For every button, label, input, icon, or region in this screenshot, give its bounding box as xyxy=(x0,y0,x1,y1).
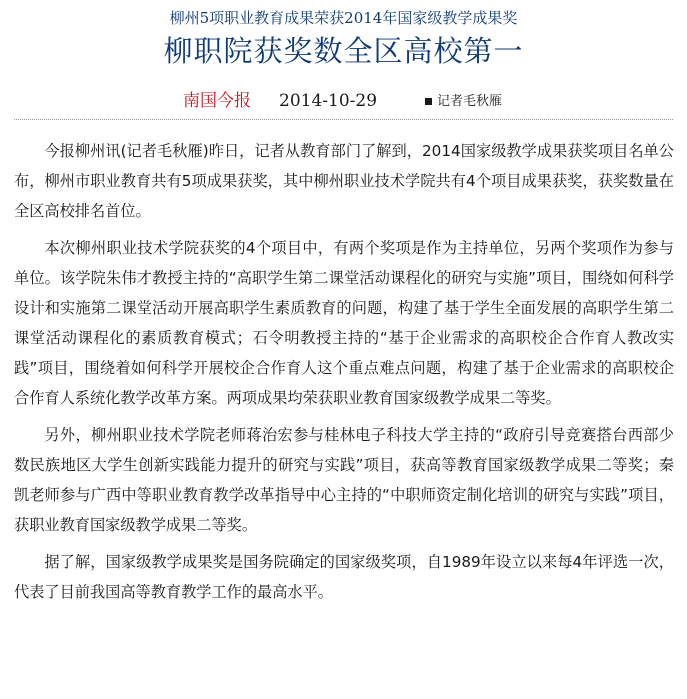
source-link[interactable]: 南国今报 xyxy=(183,91,251,111)
article-paragraph-2: 本次柳州职业技术学院获奖的4个项目中，有两个奖项是作为主持单位，另两个奖项作为参与单位。该学院朱伟才教授主持的“高职学生第二课堂活动课程化的研究与实施”项目，围绕如何科学设计和实施第二课堂活动开展高职学生素质教育的问题，构建了基于学生全面发展的高职学生第二课堂活动课程化的素质教育模式；石令明教授主持的“基于企业需求的高职校企合作育人教改实践”项目，围绕着如何科学开展校企合作育人这个重点难点问题，构建了基于企业需求的高职校企合作育人系统化教学改革方案。两项成果均荣获职业教育国家级教学成果二等奖。 xyxy=(14,239,674,407)
article-body xyxy=(14,136,674,614)
reporter-name: 记者毛秋雁 xyxy=(437,94,503,109)
article-paragraph-1: 今报柳州讯(记者毛秋雁)昨日，记者从教育部门了解到，2014国家级教学成果获奖项目名单公布，柳州市职业教育共有5项成果获奖，其中柳州职业技术学院共有4个项目成果获奖，获奖数量在全区高校排名首位。 xyxy=(14,142,674,220)
bullet-square-icon xyxy=(425,98,432,105)
article-meta xyxy=(0,88,687,114)
article-title: 柳职院获奖数全区高校第一 xyxy=(163,34,524,68)
article-paragraph-4: 据了解，国家级教学成果奖是国务院确定的国家级奖项，自1989年设立以来每4年评选一次，代表了目前我国高等教育教学工作的最高水平。 xyxy=(14,553,674,601)
publish-date: 2014-10-29 xyxy=(279,91,378,111)
header-divider xyxy=(14,119,673,120)
article-paragraph-3: 另外，柳州职业技术学院老师蒋治宏参与桂林电子科技大学主持的“政府引导竞赛搭台西部少数民族地区大学生创新实践能力提升的研究与实践”项目，获高等教育国家级教学成果二等奖；秦凯老师参与广西中等职业教育教学改革指导中心主持的“中职师资定制化培训的研究与实践”项目，获职业教育国家级教学成果二等奖。 xyxy=(14,426,674,534)
article-subtitle: 柳州5项职业教育成果荣获2014年国家级教学成果奖 xyxy=(169,9,518,27)
